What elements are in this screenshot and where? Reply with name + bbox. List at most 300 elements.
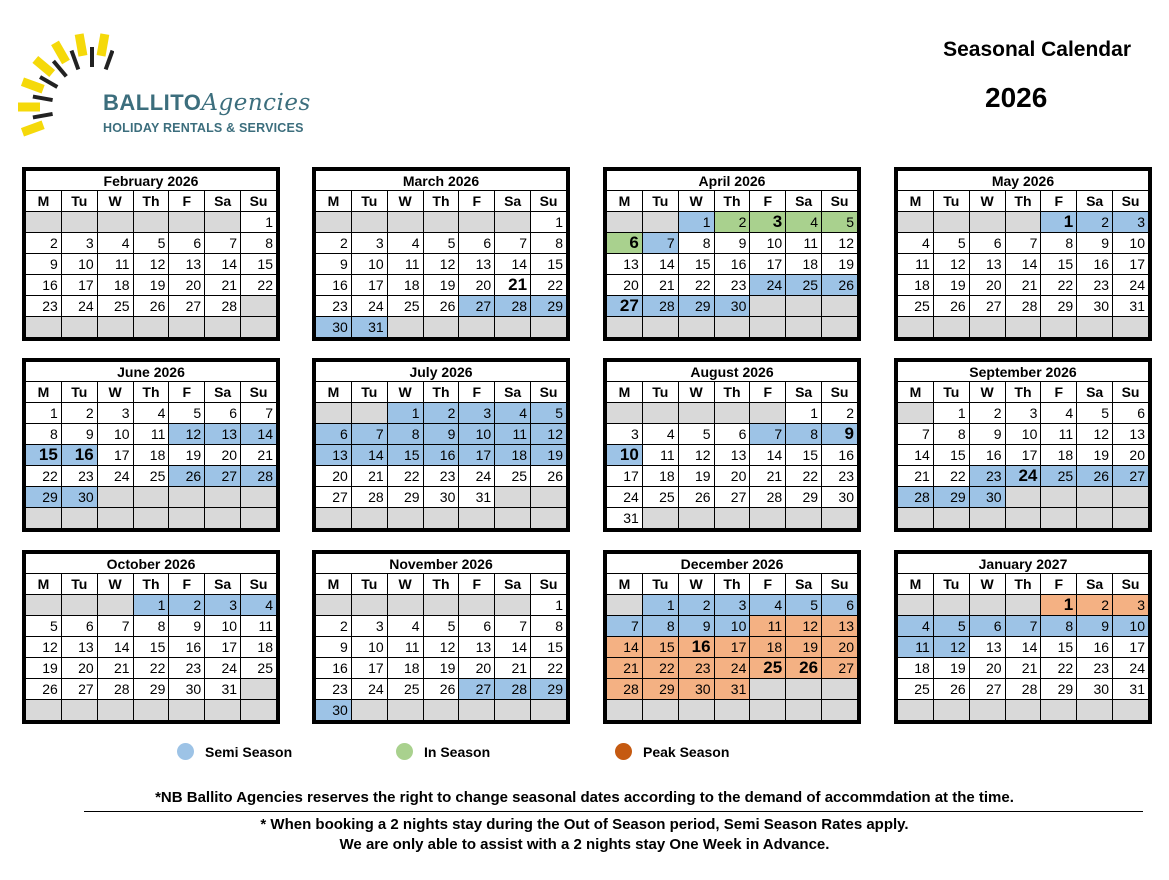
day-cell: 12 (423, 254, 459, 275)
day-cell: 18 (786, 254, 822, 275)
day-cell: 28 (205, 296, 241, 317)
empty-cell (495, 317, 531, 338)
day-cell: 30 (316, 317, 352, 338)
empty-cell (933, 508, 969, 529)
day-cell: 19 (822, 254, 858, 275)
day-cell: 24 (351, 296, 387, 317)
weekday-header: F (169, 382, 205, 403)
weekday-header: W (969, 191, 1005, 212)
day-cell: 10 (61, 254, 97, 275)
day-cell: 21 (97, 658, 133, 679)
day-cell: 6 (822, 595, 858, 616)
day-cell: 5 (678, 424, 714, 445)
day-cell: 23 (316, 296, 352, 317)
empty-cell (1113, 317, 1149, 338)
day-cell: 27 (607, 296, 643, 317)
legend-label: Semi Season (205, 744, 293, 760)
day-cell: 19 (169, 445, 205, 466)
day-cell: 5 (169, 403, 205, 424)
weekday-header: Th (1005, 382, 1041, 403)
day-cell: 24 (1113, 658, 1149, 679)
empty-cell (531, 317, 567, 338)
weekday-header: Tu (642, 191, 678, 212)
weekday-header: W (387, 191, 423, 212)
brand-tagline: HOLIDAY RENTALS & SERVICES (103, 121, 304, 135)
weekday-header: W (97, 382, 133, 403)
day-cell: 14 (898, 445, 934, 466)
day-cell: 14 (351, 445, 387, 466)
day-cell: 23 (678, 658, 714, 679)
empty-cell (351, 595, 387, 616)
day-cell: 20 (714, 466, 750, 487)
empty-cell (531, 487, 567, 508)
brand-name: BALLITO (103, 90, 202, 115)
day-cell: 31 (714, 679, 750, 700)
day-cell: 15 (642, 637, 678, 658)
day-cell: 15 (133, 637, 169, 658)
empty-cell (1005, 487, 1041, 508)
day-cell: 9 (316, 637, 352, 658)
day-cell: 6 (969, 233, 1005, 254)
semi-season-dot-icon (177, 743, 194, 760)
month-title: August 2026 (607, 362, 858, 382)
day-cell: 1 (387, 403, 423, 424)
day-cell: 26 (933, 296, 969, 317)
empty-cell (969, 700, 1005, 721)
empty-cell (607, 700, 643, 721)
day-cell: 23 (169, 658, 205, 679)
day-cell: 1 (531, 212, 567, 233)
day-cell: 26 (786, 658, 822, 679)
day-cell: 26 (423, 679, 459, 700)
empty-cell (1005, 700, 1041, 721)
day-cell: 1 (133, 595, 169, 616)
day-cell: 14 (205, 254, 241, 275)
day-cell: 30 (1077, 679, 1113, 700)
day-cell: 29 (26, 487, 62, 508)
day-cell: 4 (642, 424, 678, 445)
day-cell: 1 (933, 403, 969, 424)
day-cell: 12 (678, 445, 714, 466)
empty-cell (169, 508, 205, 529)
day-cell: 28 (97, 679, 133, 700)
empty-cell (1041, 317, 1077, 338)
empty-cell (750, 508, 786, 529)
day-cell: 20 (969, 658, 1005, 679)
day-cell: 18 (898, 275, 934, 296)
empty-cell (241, 700, 277, 721)
day-cell: 2 (61, 403, 97, 424)
empty-cell (351, 403, 387, 424)
day-cell: 16 (822, 445, 858, 466)
empty-cell (898, 403, 934, 424)
day-cell: 19 (678, 466, 714, 487)
day-cell: 6 (714, 424, 750, 445)
empty-cell (642, 212, 678, 233)
day-cell: 7 (495, 233, 531, 254)
day-cell: 20 (459, 658, 495, 679)
day-cell: 9 (26, 254, 62, 275)
weekday-header: M (26, 382, 62, 403)
day-cell: 10 (459, 424, 495, 445)
empty-cell (26, 212, 62, 233)
empty-cell (969, 317, 1005, 338)
day-cell: 4 (898, 616, 934, 637)
day-cell: 24 (61, 296, 97, 317)
empty-cell (531, 508, 567, 529)
day-cell: 22 (1041, 275, 1077, 296)
empty-cell (495, 212, 531, 233)
weekday-header: Tu (351, 382, 387, 403)
day-cell: 7 (241, 403, 277, 424)
legend-semi (205, 744, 292, 760)
weekday-header: Sa (205, 574, 241, 595)
empty-cell (750, 700, 786, 721)
day-cell: 23 (316, 679, 352, 700)
day-cell: 16 (1077, 637, 1113, 658)
legend-in (424, 744, 490, 760)
day-cell: 23 (714, 275, 750, 296)
day-cell: 28 (495, 296, 531, 317)
day-cell: 12 (1077, 424, 1113, 445)
day-cell: 31 (459, 487, 495, 508)
sun-ray (22, 82, 43, 90)
day-cell: 10 (1113, 616, 1149, 637)
weekday-header: Sa (495, 382, 531, 403)
day-cell: 10 (1005, 424, 1041, 445)
day-cell: 19 (933, 275, 969, 296)
day-cell: 26 (1077, 466, 1113, 487)
day-cell: 21 (495, 658, 531, 679)
day-cell: 12 (423, 637, 459, 658)
empty-cell (387, 212, 423, 233)
day-cell: 9 (1077, 616, 1113, 637)
empty-cell (607, 212, 643, 233)
day-cell: 21 (607, 658, 643, 679)
day-cell: 28 (898, 487, 934, 508)
day-cell: 8 (241, 233, 277, 254)
month-calendar (312, 358, 570, 532)
empty-cell (786, 296, 822, 317)
weekday-header: F (750, 574, 786, 595)
weekday-header: Su (531, 574, 567, 595)
day-cell: 12 (933, 637, 969, 658)
weekday-header: Tu (61, 574, 97, 595)
day-cell: 30 (61, 487, 97, 508)
empty-cell (1005, 317, 1041, 338)
day-cell: 2 (714, 212, 750, 233)
day-cell: 18 (387, 658, 423, 679)
day-cell: 28 (495, 679, 531, 700)
empty-cell (316, 508, 352, 529)
day-cell: 17 (1113, 637, 1149, 658)
empty-cell (898, 595, 934, 616)
day-cell: 25 (898, 679, 934, 700)
day-cell: 7 (898, 424, 934, 445)
day-cell: 30 (423, 487, 459, 508)
weekday-header: Sa (205, 191, 241, 212)
empty-cell (169, 212, 205, 233)
day-cell: 16 (26, 275, 62, 296)
empty-cell (714, 700, 750, 721)
day-cell: 10 (351, 254, 387, 275)
day-cell: 24 (205, 658, 241, 679)
day-cell: 31 (1113, 296, 1149, 317)
weekday-header: Tu (933, 382, 969, 403)
day-cell: 28 (750, 487, 786, 508)
day-cell: 2 (969, 403, 1005, 424)
weekday-header: W (969, 574, 1005, 595)
day-cell: 28 (607, 679, 643, 700)
day-cell: 17 (607, 466, 643, 487)
day-cell: 7 (495, 616, 531, 637)
day-cell: 29 (786, 487, 822, 508)
day-cell: 22 (933, 466, 969, 487)
day-cell: 22 (26, 466, 62, 487)
day-cell: 4 (133, 403, 169, 424)
weekday-header: W (97, 191, 133, 212)
day-cell: 12 (933, 254, 969, 275)
weekday-header: Th (423, 191, 459, 212)
empty-cell (26, 700, 62, 721)
month-calendar (894, 167, 1152, 341)
day-cell: 1 (678, 212, 714, 233)
weekday-header: Th (714, 191, 750, 212)
day-cell: 14 (607, 637, 643, 658)
legend-label: Peak Season (643, 744, 730, 760)
day-cell: 12 (786, 616, 822, 637)
day-cell: 11 (642, 445, 678, 466)
empty-cell (822, 679, 858, 700)
empty-cell (678, 508, 714, 529)
day-cell: 11 (387, 254, 423, 275)
day-cell: 29 (933, 487, 969, 508)
weekday-header: F (459, 382, 495, 403)
empty-cell (423, 595, 459, 616)
empty-cell (750, 679, 786, 700)
month-calendar (312, 167, 570, 341)
month-calendar (603, 550, 861, 724)
day-cell: 6 (316, 424, 352, 445)
logo (14, 22, 311, 152)
day-cell: 29 (642, 679, 678, 700)
day-cell: 22 (1041, 658, 1077, 679)
empty-cell (133, 317, 169, 338)
day-cell: 17 (205, 637, 241, 658)
day-cell: 20 (316, 466, 352, 487)
day-cell: 23 (26, 296, 62, 317)
month-title: May 2026 (898, 171, 1149, 191)
day-cell: 6 (459, 616, 495, 637)
empty-cell (387, 508, 423, 529)
weekday-header: Sa (1077, 191, 1113, 212)
weekday-header: Th (714, 574, 750, 595)
day-cell: 13 (169, 254, 205, 275)
day-cell: 28 (1005, 679, 1041, 700)
day-cell: 14 (241, 424, 277, 445)
day-cell: 18 (387, 275, 423, 296)
brand-script: Agencies (201, 90, 311, 116)
day-cell: 25 (495, 466, 531, 487)
empty-cell (933, 317, 969, 338)
day-cell: 18 (898, 658, 934, 679)
day-cell: 8 (133, 616, 169, 637)
day-cell: 1 (531, 595, 567, 616)
day-cell: 9 (1077, 233, 1113, 254)
day-cell: 19 (786, 637, 822, 658)
day-cell: 24 (750, 275, 786, 296)
empty-cell (351, 212, 387, 233)
weekday-header: Su (1113, 382, 1149, 403)
page-year: 2026 (985, 82, 1048, 113)
day-cell: 25 (387, 296, 423, 317)
weekday-header: Th (1005, 191, 1041, 212)
empty-cell (1005, 212, 1041, 233)
day-cell: 15 (933, 445, 969, 466)
day-cell: 21 (750, 466, 786, 487)
day-cell: 26 (678, 487, 714, 508)
weekday-header: Th (714, 382, 750, 403)
month-calendar (312, 550, 570, 724)
weekday-header: F (1041, 191, 1077, 212)
day-cell: 18 (241, 637, 277, 658)
empty-cell (61, 700, 97, 721)
day-cell: 7 (642, 233, 678, 254)
weekday-header: Tu (933, 191, 969, 212)
day-cell: 2 (822, 403, 858, 424)
weekday-header: Sa (786, 574, 822, 595)
day-cell: 30 (169, 679, 205, 700)
empty-cell (1041, 508, 1077, 529)
empty-cell (822, 296, 858, 317)
weekday-header: M (316, 191, 352, 212)
day-cell: 22 (241, 275, 277, 296)
day-cell: 30 (714, 296, 750, 317)
empty-cell (241, 487, 277, 508)
weekday-header: F (459, 574, 495, 595)
empty-cell (750, 317, 786, 338)
day-cell: 11 (133, 424, 169, 445)
weekday-header: M (898, 191, 934, 212)
weekday-header: Tu (61, 382, 97, 403)
weekday-header: F (750, 191, 786, 212)
day-cell: 4 (387, 233, 423, 254)
empty-cell (495, 487, 531, 508)
empty-cell (26, 317, 62, 338)
day-cell: 25 (387, 679, 423, 700)
day-cell: 14 (97, 637, 133, 658)
day-cell: 30 (822, 487, 858, 508)
weekday-header: M (898, 382, 934, 403)
empty-cell (205, 317, 241, 338)
day-cell: 8 (26, 424, 62, 445)
day-cell: 7 (1005, 616, 1041, 637)
day-cell: 11 (241, 616, 277, 637)
empty-cell (678, 403, 714, 424)
day-cell: 5 (933, 233, 969, 254)
day-cell: 30 (316, 700, 352, 721)
day-cell: 25 (898, 296, 934, 317)
empty-cell (1077, 317, 1113, 338)
weekday-header: Su (1113, 574, 1149, 595)
day-cell: 19 (26, 658, 62, 679)
weekday-header: F (750, 382, 786, 403)
day-cell: 3 (1005, 403, 1041, 424)
day-cell: 3 (750, 212, 786, 233)
day-cell: 17 (1113, 254, 1149, 275)
day-cell: 13 (822, 616, 858, 637)
day-cell: 30 (678, 679, 714, 700)
day-cell: 10 (607, 445, 643, 466)
day-cell: 1 (241, 212, 277, 233)
weekday-header: Sa (205, 382, 241, 403)
day-cell: 31 (351, 317, 387, 338)
empty-cell (241, 317, 277, 338)
day-cell: 27 (459, 296, 495, 317)
empty-cell (205, 212, 241, 233)
day-cell: 8 (531, 233, 567, 254)
day-cell: 24 (1113, 275, 1149, 296)
nb-note: *NB Ballito Agencies reserves the right to change seasonal dates according to the demand of accommdation at the time. (155, 789, 1014, 806)
day-cell: 20 (459, 275, 495, 296)
empty-cell (1041, 487, 1077, 508)
month-calendar (894, 358, 1152, 532)
day-cell: 2 (26, 233, 62, 254)
weekday-header: M (607, 382, 643, 403)
day-cell: 8 (1041, 616, 1077, 637)
empty-cell (898, 700, 934, 721)
empty-cell (933, 700, 969, 721)
day-cell: 10 (714, 616, 750, 637)
weekday-header: W (969, 382, 1005, 403)
month-title: October 2026 (26, 554, 277, 574)
day-cell: 30 (969, 487, 1005, 508)
weekday-header: F (169, 574, 205, 595)
day-cell: 4 (241, 595, 277, 616)
empty-cell (786, 679, 822, 700)
day-cell: 18 (642, 466, 678, 487)
day-cell: 26 (423, 296, 459, 317)
day-cell: 24 (459, 466, 495, 487)
empty-cell (26, 508, 62, 529)
day-cell: 11 (898, 637, 934, 658)
empty-cell (933, 212, 969, 233)
day-cell: 2 (1077, 212, 1113, 233)
day-cell: 6 (969, 616, 1005, 637)
day-cell: 3 (1113, 212, 1149, 233)
day-cell: 3 (97, 403, 133, 424)
empty-cell (133, 487, 169, 508)
empty-cell (133, 508, 169, 529)
day-cell: 20 (969, 275, 1005, 296)
day-cell: 16 (169, 637, 205, 658)
day-cell: 16 (678, 637, 714, 658)
weekday-header: Su (531, 191, 567, 212)
day-cell: 21 (241, 445, 277, 466)
day-cell: 6 (607, 233, 643, 254)
weekday-header: F (459, 191, 495, 212)
empty-cell (423, 508, 459, 529)
day-cell: 14 (1005, 637, 1041, 658)
day-cell: 25 (241, 658, 277, 679)
empty-cell (133, 700, 169, 721)
month-title: March 2026 (316, 171, 567, 191)
day-cell: 15 (26, 445, 62, 466)
month-calendar (22, 550, 280, 724)
empty-cell (531, 700, 567, 721)
empty-cell (205, 700, 241, 721)
day-cell: 23 (423, 466, 459, 487)
